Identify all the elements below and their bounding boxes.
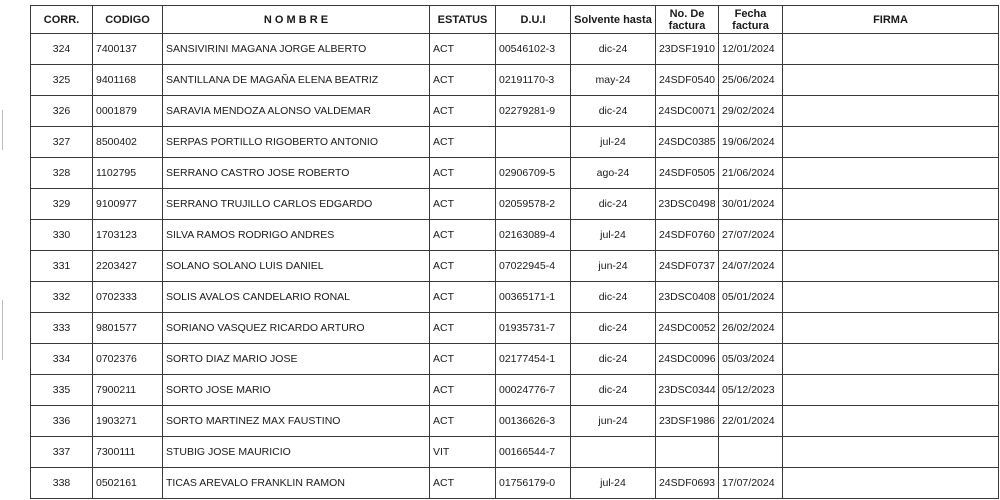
corr-cell: 329	[31, 189, 93, 220]
nombre-cell: SANTILLANA DE MAGAÑA ELENA BEATRIZ	[163, 65, 430, 96]
table-row	[31, 406, 999, 437]
dui-cell	[496, 127, 571, 158]
firma-cell	[783, 96, 999, 127]
table-body	[31, 34, 999, 499]
col-solvente-header: Solvente hasta	[571, 6, 656, 34]
corr-cell: 325	[31, 65, 93, 96]
corr-cell: 338	[31, 468, 93, 499]
table-row	[31, 282, 999, 313]
factura-cell: 23DSC0408	[656, 282, 719, 313]
codigo-cell: 8500402	[93, 127, 163, 158]
nombre-cell: SOLANO SOLANO LUIS DANIEL	[163, 251, 430, 282]
fecha-cell: 17/07/2024	[719, 468, 783, 499]
corr-cell: 337	[31, 437, 93, 468]
estatus-cell: ACT	[430, 468, 496, 499]
codigo-cell: 7400137	[93, 34, 163, 65]
col-nombre-header: N O M B R E	[163, 6, 430, 34]
dui-cell: 00365171-1	[496, 282, 571, 313]
dui-cell: 02279281-9	[496, 96, 571, 127]
factura-cell	[656, 437, 719, 468]
estatus-cell: VIT	[430, 437, 496, 468]
estatus-cell: ACT	[430, 65, 496, 96]
nombre-cell: SOLIS AVALOS CANDELARIO RONAL	[163, 282, 430, 313]
nombre-cell: SARAVIA MENDOZA ALONSO VALDEMAR	[163, 96, 430, 127]
fecha-cell: 30/01/2024	[719, 189, 783, 220]
factura-cell: 24SDC0096	[656, 344, 719, 375]
solvente-cell: dic-24	[571, 34, 656, 65]
factura-cell: 23DSF1986	[656, 406, 719, 437]
nombre-cell: TICAS AREVALO FRANKLIN RAMON	[163, 468, 430, 499]
table-row	[31, 65, 999, 96]
estatus-cell: ACT	[430, 127, 496, 158]
fecha-cell: 22/01/2024	[719, 406, 783, 437]
col-estatus-header: ESTATUS	[430, 6, 496, 34]
table-row	[31, 189, 999, 220]
solvente-cell: jul-24	[571, 220, 656, 251]
factura-cell: 24SDC0052	[656, 313, 719, 344]
nombre-cell: SERPAS PORTILLO RIGOBERTO ANTONIO	[163, 127, 430, 158]
table-row	[31, 158, 999, 189]
factura-cell: 24SDC0385	[656, 127, 719, 158]
firma-cell	[783, 344, 999, 375]
estatus-cell: ACT	[430, 96, 496, 127]
corr-cell: 326	[31, 96, 93, 127]
estatus-cell: ACT	[430, 344, 496, 375]
corr-cell: 324	[31, 34, 93, 65]
dui-cell: 02059578-2	[496, 189, 571, 220]
fecha-cell: 05/12/2023	[719, 375, 783, 406]
table-row	[31, 251, 999, 282]
codigo-cell: 0702333	[93, 282, 163, 313]
table-row	[31, 34, 999, 65]
firma-cell	[783, 220, 999, 251]
scan-edge-mark	[2, 300, 3, 360]
dui-cell: 02906709-5	[496, 158, 571, 189]
firma-cell	[783, 468, 999, 499]
col-firma-header: FIRMA	[783, 6, 999, 34]
corr-cell: 328	[31, 158, 93, 189]
factura-cell: 24SDF0760	[656, 220, 719, 251]
dui-cell: 00166544-7	[496, 437, 571, 468]
dui-cell: 01935731-7	[496, 313, 571, 344]
firma-cell	[783, 437, 999, 468]
dui-cell: 07022945-4	[496, 251, 571, 282]
table-row	[31, 375, 999, 406]
col-fecha-header: Fecha factura	[719, 6, 783, 34]
col-dui-header: D.U.I	[496, 6, 571, 34]
solvente-cell: dic-24	[571, 282, 656, 313]
codigo-cell: 0001879	[93, 96, 163, 127]
codigo-cell: 9401168	[93, 65, 163, 96]
nombre-cell: SORTO MARTINEZ MAX FAUSTINO	[163, 406, 430, 437]
factura-cell: 24SDF0540	[656, 65, 719, 96]
firma-cell	[783, 65, 999, 96]
nombre-cell: SILVA RAMOS RODRIGO ANDRES	[163, 220, 430, 251]
dui-cell: 00024776-7	[496, 375, 571, 406]
nombre-cell: SERRANO CASTRO JOSE ROBERTO	[163, 158, 430, 189]
estatus-cell: ACT	[430, 313, 496, 344]
table-row	[31, 96, 999, 127]
estatus-cell: ACT	[430, 406, 496, 437]
solvente-cell: may-24	[571, 65, 656, 96]
fecha-cell: 05/01/2024	[719, 282, 783, 313]
corr-cell: 336	[31, 406, 93, 437]
firma-cell	[783, 189, 999, 220]
table-row	[31, 468, 999, 499]
estatus-cell: ACT	[430, 220, 496, 251]
codigo-cell: 9801577	[93, 313, 163, 344]
dui-cell: 02177454-1	[496, 344, 571, 375]
nombre-cell: SERRANO TRUJILLO CARLOS EDGARDO	[163, 189, 430, 220]
firma-cell	[783, 375, 999, 406]
firma-cell	[783, 127, 999, 158]
factura-cell: 24SDF0505	[656, 158, 719, 189]
solvente-cell: jun-24	[571, 406, 656, 437]
solvente-cell: dic-24	[571, 96, 656, 127]
fecha-cell: 27/07/2024	[719, 220, 783, 251]
estatus-cell: ACT	[430, 189, 496, 220]
table-row	[31, 437, 999, 468]
members-table	[30, 5, 999, 499]
solvente-cell: dic-24	[571, 375, 656, 406]
nombre-cell: STUBIG JOSE MAURICIO	[163, 437, 430, 468]
estatus-cell: ACT	[430, 158, 496, 189]
codigo-cell: 1903271	[93, 406, 163, 437]
codigo-cell: 1102795	[93, 158, 163, 189]
solvente-cell: jun-24	[571, 251, 656, 282]
col-codigo-header: CODIGO	[93, 6, 163, 34]
factura-cell: 24SDF0737	[656, 251, 719, 282]
solvente-cell: dic-24	[571, 344, 656, 375]
factura-cell: 23DSC0498	[656, 189, 719, 220]
solvente-cell: dic-24	[571, 189, 656, 220]
solvente-cell: ago-24	[571, 158, 656, 189]
firma-cell	[783, 406, 999, 437]
codigo-cell: 7300111	[93, 437, 163, 468]
corr-cell: 332	[31, 282, 93, 313]
fecha-cell: 19/06/2024	[719, 127, 783, 158]
scan-edge-mark	[2, 110, 3, 150]
solvente-cell: jul-24	[571, 127, 656, 158]
estatus-cell: ACT	[430, 34, 496, 65]
estatus-cell: ACT	[430, 251, 496, 282]
codigo-cell: 1703123	[93, 220, 163, 251]
table-row	[31, 344, 999, 375]
codigo-cell: 7900211	[93, 375, 163, 406]
codigo-cell: 9100977	[93, 189, 163, 220]
table-row	[31, 313, 999, 344]
table-row	[31, 220, 999, 251]
fecha-cell: 29/02/2024	[719, 96, 783, 127]
fecha-cell: 24/07/2024	[719, 251, 783, 282]
codigo-cell: 2203427	[93, 251, 163, 282]
dui-cell: 00136626-3	[496, 406, 571, 437]
nombre-cell: SORTO DIAZ MARIO JOSE	[163, 344, 430, 375]
codigo-cell: 0502161	[93, 468, 163, 499]
estatus-cell: ACT	[430, 282, 496, 313]
dui-cell: 01756179-0	[496, 468, 571, 499]
corr-cell: 331	[31, 251, 93, 282]
corr-cell: 334	[31, 344, 93, 375]
corr-cell: 335	[31, 375, 93, 406]
factura-cell: 23DSF1910	[656, 34, 719, 65]
firma-cell	[783, 34, 999, 65]
estatus-cell: ACT	[430, 375, 496, 406]
fecha-cell	[719, 437, 783, 468]
solvente-cell	[571, 437, 656, 468]
firma-cell	[783, 282, 999, 313]
fecha-cell: 12/01/2024	[719, 34, 783, 65]
col-corr-header: CORR.	[31, 6, 93, 34]
factura-cell: 24SDF0693	[656, 468, 719, 499]
fecha-cell: 21/06/2024	[719, 158, 783, 189]
nombre-cell: SORTO JOSE MARIO	[163, 375, 430, 406]
col-factura-header: No. De factura	[656, 6, 719, 34]
codigo-cell: 0702376	[93, 344, 163, 375]
fecha-cell: 25/06/2024	[719, 65, 783, 96]
corr-cell: 330	[31, 220, 93, 251]
factura-cell: 23DSC0344	[656, 375, 719, 406]
dui-cell: 00546102-3	[496, 34, 571, 65]
firma-cell	[783, 158, 999, 189]
factura-cell: 24SDC0071	[656, 96, 719, 127]
table-header-row	[31, 6, 999, 34]
table-row	[31, 127, 999, 158]
nombre-cell: SORIANO VASQUEZ RICARDO ARTURO	[163, 313, 430, 344]
firma-cell	[783, 251, 999, 282]
firma-cell	[783, 313, 999, 344]
solvente-cell: jul-24	[571, 468, 656, 499]
corr-cell: 333	[31, 313, 93, 344]
nombre-cell: SANSIVIRINI MAGANA JORGE ALBERTO	[163, 34, 430, 65]
fecha-cell: 26/02/2024	[719, 313, 783, 344]
dui-cell: 02163089-4	[496, 220, 571, 251]
solvente-cell: dic-24	[571, 313, 656, 344]
corr-cell: 327	[31, 127, 93, 158]
fecha-cell: 05/03/2024	[719, 344, 783, 375]
dui-cell: 02191170-3	[496, 65, 571, 96]
